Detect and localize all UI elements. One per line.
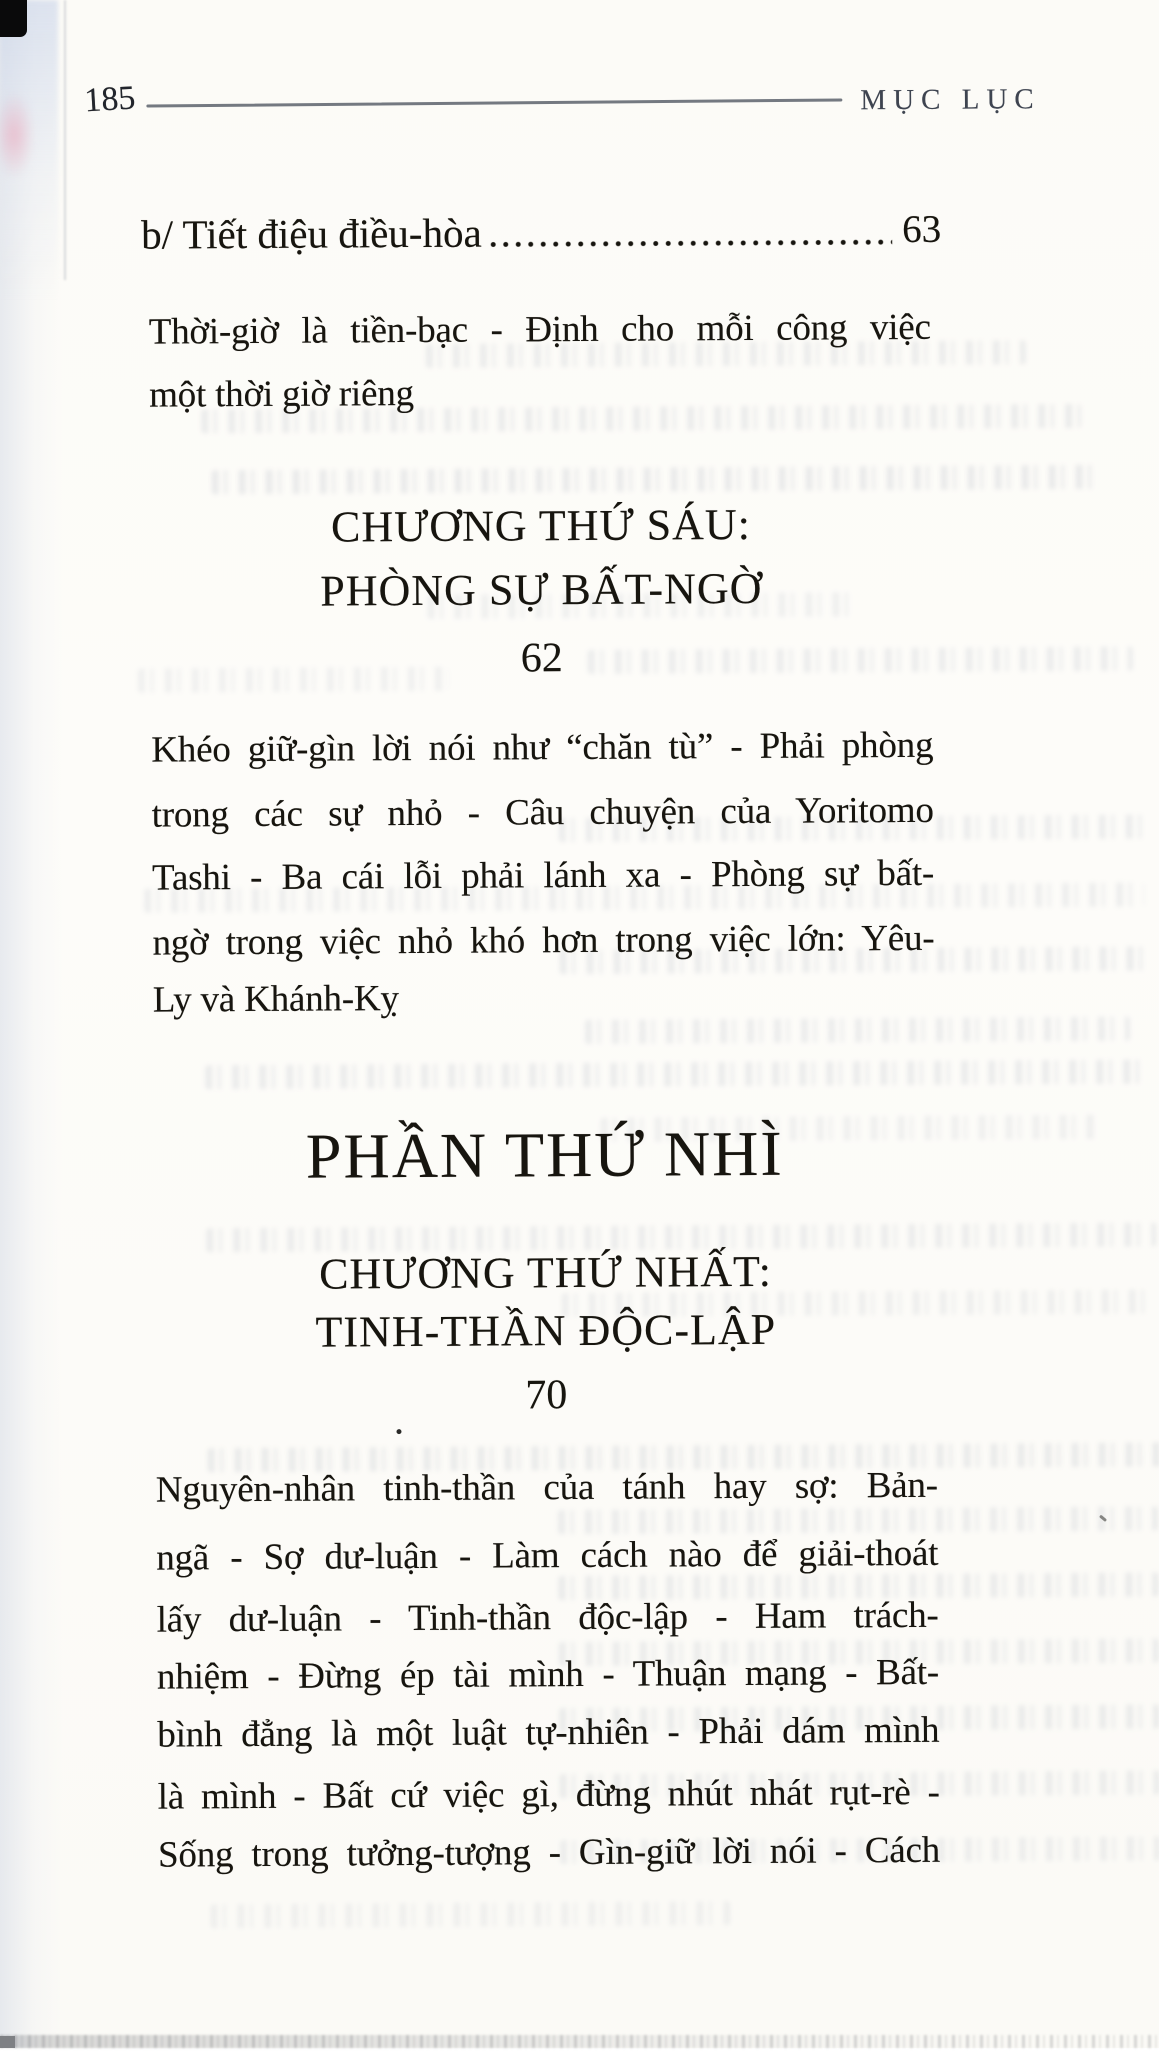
- summary-line: nhiệm - Đừng ép tài mình - Thuận mạng - Bất-: [156, 1651, 940, 1698]
- summary-line: ngờ trong việc nhỏ khó hơn trong việc lớn: Yêu-: [152, 917, 935, 964]
- summary-line: Ly và Khánh-Kỵ: [152, 978, 399, 1021]
- summary-line: bình đẳng là một luật tự-nhiên - Phải dám mình: [157, 1709, 940, 1756]
- header-rule: [146, 98, 842, 107]
- summary-line: Tashi - Ba cái lỗi phải lánh xa - Phòng sự bất-: [151, 852, 935, 899]
- summary-line: lấy dư-luận - Tinh-thần độc-lập - Ham trách-: [156, 1594, 939, 1641]
- summary-line: ngã - Sợ dư-luận - Làm cách nào để giải-thoát: [156, 1532, 939, 1579]
- running-header-title: MỤC LỤC: [860, 83, 1041, 117]
- dot-leader: [490, 237, 893, 249]
- chapter-six-kicker: CHƯƠNG THỨ SÁU:: [330, 499, 752, 552]
- summary-line: Thời-giờ là tiền-bạc - Định cho mỗi công việc: [148, 306, 931, 353]
- chapter-one-title: TINH-THẦN ĐỘC-LẬP: [315, 1304, 777, 1357]
- bleedthrough-ghost: [558, 1506, 1158, 1534]
- part-two-title: PHẦN THỨ NHÌ: [305, 1117, 784, 1192]
- bleedthrough-ghost: [210, 1901, 730, 1928]
- bleedthrough-ghost: [212, 465, 1102, 494]
- print-dot-artifact: [396, 1429, 401, 1434]
- bleedthrough-ghost: [585, 1017, 1130, 1044]
- chapter-six-page-number: 62: [520, 635, 563, 682]
- summary-line: Nguyên-nhân tinh-thần của tánh hay sợ: Bản-: [155, 1464, 938, 1511]
- chapter-one-page-number: 70: [525, 1372, 568, 1419]
- summary-line: Sống trong tưởng-tượng - Gìn-giữ lời nói - Cách: [157, 1829, 941, 1876]
- summary-line: trong các sự nhỏ - Câu chuyện của Yoritomo: [151, 789, 934, 836]
- summary-line: là mình - Bất cứ việc gì, đừng nhút nhát rụt-rè -: [157, 1771, 940, 1818]
- chapter-one-kicker: CHƯƠNG THỨ NHẤT:: [318, 1246, 773, 1299]
- summary-line: một thời giờ riêng: [149, 372, 414, 416]
- chapter-six-title: PHÒNG SỰ BẤT-NGỜ: [320, 563, 763, 616]
- toc-entry-page-number: 63: [902, 207, 942, 252]
- page-number: 185: [83, 79, 137, 120]
- toc-entry-label: b/ Tiết điệu điều-hòa: [141, 209, 482, 258]
- summary-line: Khéo giữ-gìn lời nói như “chăn tù” - Phải phòng: [151, 724, 934, 771]
- toc-entry: [141, 207, 941, 258]
- bleedthrough-ghost: [205, 1060, 1150, 1090]
